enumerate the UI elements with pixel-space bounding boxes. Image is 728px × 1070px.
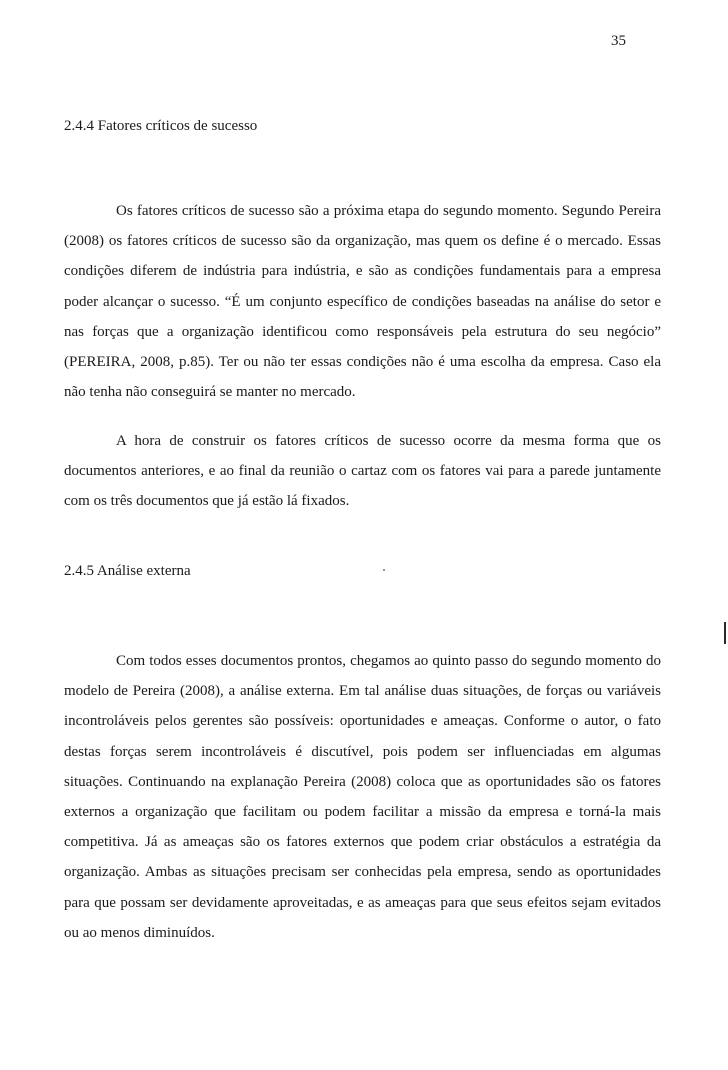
section-heading-analise-externa: 2.4.5 Análise externa <box>64 563 191 579</box>
paragraph-fatores-criticos-1: Os fatores críticos de sucesso são a próxima etapa do segundo momento. Segundo Pereira (2008) os fatores críticos de sucesso são da organização, mas quem os define é o mercado. Essas condições diferem de indústria para indústria, e são as condições fundamentais para a empresa poder alcançar o sucesso. “É um conjunto específico de condições baseadas na análise do setor e nas forças que a organização identificou como responsáveis pela estrutura do seu negócio” (PEREIRA, 2008, p.85). Ter ou não ter essas condições não é uma escolha da empresa. Caso ela não tenha não conseguirá se manter no mercado. <box>64 203 661 401</box>
section-heading-fatores-criticos: 2.4.4 Fatores críticos de sucesso <box>64 118 258 134</box>
scan-speck <box>383 569 385 571</box>
paragraph-fatores-criticos-2: A hora de construir os fatores críticos de sucesso ocorre da mesma forma que os documentos anteriores, e ao final da reunião o cartaz com os fatores vai para a parede juntamente com os três documentos que já estão lá fixados. <box>64 433 661 510</box>
paragraph-analise-externa-1: Com todos esses documentos prontos, chegamos ao quinto passo do segundo momento do modelo de Pereira (2008), a análise externa. Em tal análise duas situações, de forças ou variáveis incontroláveis pelos gerentes são possíveis: oportunidades e ameaças. Conforme o autor, o fato destas forças serem incontroláveis é discutível, pois podem ser influenciadas em algumas situações. Continuando na explanação Pereira (2008) coloca que as oportunidades são os fatores externos a organização que facilitam ou podem facilitar a missão da empresa e torná-la mais competitiva. Já as ameaças são os fatores externos que podem criar obstáculos a estratégia da organização. Ambas as situações precisam ser conhecidas pela empresa, sendo as oportunidades para que possam ser devidamente aproveitadas, e as ameaças para que seus efeitos sejam evitados ou ao menos diminuídos. <box>64 653 661 941</box>
page-number: 35 <box>611 33 626 49</box>
scan-edge-mark <box>724 622 726 644</box>
